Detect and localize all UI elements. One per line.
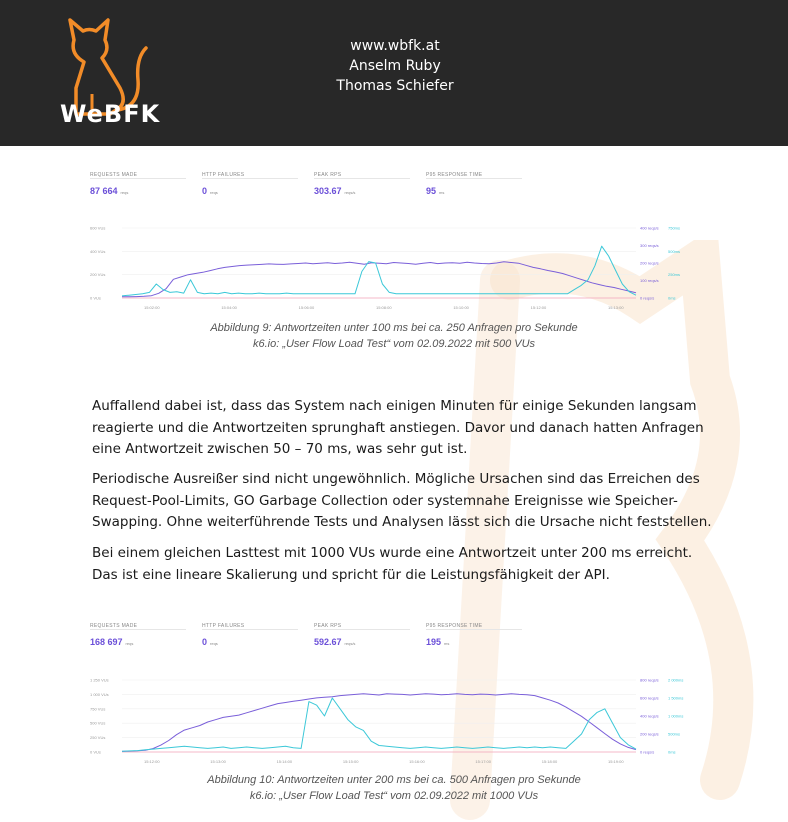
y-right-tick-label: 100 reqs/s <box>640 278 659 283</box>
x-tick-label: 15:17:00 <box>475 759 492 764</box>
series-line-response-time <box>122 246 636 296</box>
y-right-tick-label: 300 reqs/s <box>640 243 659 248</box>
y-ms-tick-label: 0ms <box>668 295 676 301</box>
logo-text-we: We <box>60 100 104 128</box>
paragraph-2: Periodische Ausreißer sind nicht ungewöhnlich. Mögliche Ursachen sind das Erreichen des Request-Pool-Limits, GO Garbage Collection oder systemnahe Ereignisse wie Speicher-Swapping. Ohne weiterführende Tests und Analysen lässt sich die Ursache nicht feststellen. <box>92 471 712 530</box>
page-header <box>0 0 788 146</box>
figure1-chart <box>88 222 718 312</box>
x-tick-label: 15:13:00 <box>210 759 226 764</box>
stat-value: 0 <box>202 637 208 647</box>
x-tick-label: 15:12:00 <box>530 305 547 310</box>
stat-unit: reqs <box>210 641 218 646</box>
y-ms-tick-label: 0ms <box>668 749 676 755</box>
caption-line-1: Abbildung 10: Antwortzeiten unter 200 ms bei ca. 500 Anfragen pro Sekunde <box>207 774 581 786</box>
stat-unit: reqs/s <box>344 641 356 646</box>
stat-peak-rps <box>314 623 414 647</box>
y-right-tick-label: 200 reqs/s <box>640 260 659 266</box>
stat-requests-made <box>90 623 190 647</box>
stat-label: PEAK RPS <box>314 623 342 629</box>
stat-unit: reqs <box>125 641 134 646</box>
y-ms-tick-label: 250ms <box>668 272 681 278</box>
stat-unit: reqs <box>210 190 218 195</box>
stat-unit: ms <box>439 190 445 195</box>
y-tick-label: 200 VUs <box>90 272 106 278</box>
author-2: Thomas Schiefer <box>336 78 454 94</box>
x-tick-label: 15:08:00 <box>376 305 392 310</box>
y-tick-label: 750 VUs <box>90 706 106 712</box>
stat-value: 592.67 <box>314 637 342 647</box>
y-right-tick-label: 0 reqs/s <box>640 295 655 301</box>
stat-requests-made <box>90 172 190 196</box>
x-tick-label: 15:04:00 <box>221 305 237 310</box>
y-tick-label: 500 VUs <box>90 720 106 726</box>
stat-label: P95 RESPONSE TIME <box>426 623 483 629</box>
stat-unit: reqs/s <box>344 190 356 195</box>
x-tick-label: 15:14:00 <box>276 759 293 764</box>
figure2-statbar <box>90 623 650 659</box>
y-right-tick-label: 200 reqs/s <box>640 731 659 737</box>
stat-unit: ms <box>444 641 450 646</box>
x-tick-label: 15:12:00 <box>144 759 160 764</box>
stat-p95-response-time <box>426 172 526 196</box>
y-tick-label: 0 VUs <box>90 749 101 755</box>
stat-value: 87 664 <box>90 186 118 196</box>
y-tick-label: 600 VUs <box>90 225 106 231</box>
x-tick-label: 15:16:00 <box>409 759 425 764</box>
y-tick-label: 0 VUs <box>90 295 101 301</box>
y-tick-label: 1 000 VUs <box>90 691 109 697</box>
x-tick-label: 15:06:00 <box>298 305 315 310</box>
stat-unit: reqs <box>120 190 129 195</box>
stat-value: 195 <box>426 637 442 647</box>
stat-http-failures <box>202 172 302 196</box>
stat-label: HTTP FAILURES <box>202 172 245 178</box>
y-tick-label: 1 250 VUs <box>90 677 109 683</box>
y-tick-label: 250 VUs <box>90 735 106 741</box>
x-tick-label: 15:19:00 <box>608 759 624 764</box>
caption-line-1: Abbildung 9: Antwortzeiten unter 100 ms bei ca. 250 Anfragen pro Sekunde <box>210 322 578 334</box>
caption-line-2: k6.io: „User Flow Load Test“ vom 02.09.2022 mit 500 VUs <box>252 338 536 350</box>
paragraph-1: Auffallend dabei ist, dass das System nach einigen Minuten für einige Sekunden langsam reagierte und die Antwortzeiten sprunghaft anstiegen. Davor und danach hatten Anfragen eine Antwortzeit zwischen 50 – 70 ms, was sehr gut ist. <box>92 398 704 457</box>
author-1: Anselm Ruby <box>349 58 441 74</box>
stat-label: P95 RESPONSE TIME <box>426 172 483 178</box>
logo-wordmark <box>60 100 160 128</box>
x-tick-label: 15:02:00 <box>144 305 160 310</box>
paragraph-3: Bei einem gleichen Lasttest mit 1000 VUs wurde eine Antwortzeit unter 200 ms erreicht. Das ist eine lineare Skalierung und spricht für die Leistungsfähigkeit der API. <box>92 545 693 583</box>
website-link[interactable]: www.wbfk.at <box>350 38 440 54</box>
x-tick-label: 15:10:00 <box>453 305 469 310</box>
stat-http-failures <box>202 623 302 647</box>
stat-value: 0 <box>202 186 208 196</box>
y-right-tick-label: 400 reqs/s <box>640 713 659 719</box>
stat-value: 95 <box>426 186 437 196</box>
y-right-tick-label: 600 reqs/s <box>640 695 659 701</box>
figure2-chart <box>88 674 718 766</box>
stat-p95-response-time <box>426 623 526 647</box>
stat-label: PEAK RPS <box>314 172 342 178</box>
caption-line-2: k6.io: „User Flow Load Test“ vom 02.09.2022 mit 1000 VUs <box>249 790 539 802</box>
series-line-vus <box>122 262 636 297</box>
y-right-tick-label: 0 reqs/s <box>640 749 655 755</box>
stat-value: 168 697 <box>90 637 123 647</box>
logo-text-bfk: BFK <box>103 100 161 128</box>
header-info <box>295 36 495 96</box>
stat-label: HTTP FAILURES <box>202 623 245 629</box>
stat-value: 303.67 <box>314 186 342 196</box>
stat-label: REQUESTS MADE <box>90 623 138 629</box>
series-line-response-time <box>122 698 636 751</box>
figure2-caption <box>120 772 668 804</box>
y-right-tick-label: 800 reqs/s <box>640 677 659 683</box>
y-ms-tick-label: 500ms <box>668 248 681 254</box>
y-ms-tick-label: 1 000ms <box>668 713 684 719</box>
x-tick-label: 15:15:00 <box>342 759 359 764</box>
x-tick-label: 15:13:00 <box>608 305 624 310</box>
series-line-vus <box>122 694 636 752</box>
y-ms-tick-label: 750ms <box>668 225 681 231</box>
y-ms-tick-label: 500ms <box>668 731 681 737</box>
x-tick-label: 15:18:00 <box>541 759 558 764</box>
stat-label: REQUESTS MADE <box>90 172 138 178</box>
y-right-tick-label: 400 reqs/s <box>640 225 659 231</box>
figure1-caption <box>120 320 668 352</box>
stat-peak-rps <box>314 172 414 196</box>
y-ms-tick-label: 2 000ms <box>668 677 684 683</box>
y-tick-label: 400 VUs <box>90 248 106 254</box>
figure1-statbar <box>90 172 650 208</box>
y-ms-tick-label: 1 500ms <box>668 695 684 701</box>
